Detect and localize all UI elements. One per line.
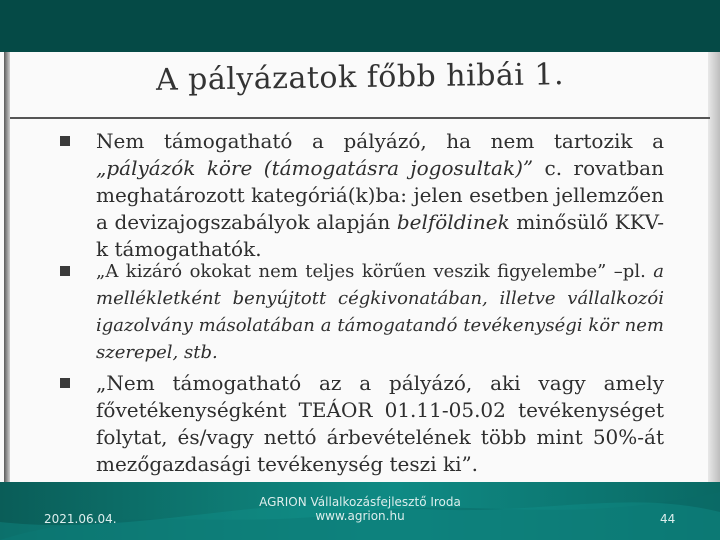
- bullet-text: [96, 128, 664, 263]
- text-run: c. rovatban meghatározott kategóriá(k)ba: jelen esetben jellemzően a devizajogszabályok alapján: [96, 156, 664, 234]
- bullet-text: [96, 258, 664, 366]
- footer-date: 2021.06.04.: [44, 512, 117, 526]
- footer-bar: [0, 482, 720, 540]
- text-run: Nem támogatható a pályázó, ha nem tartozik a: [96, 129, 664, 153]
- italic-run: „pályázók köre (támogatásra jogosultak)”: [96, 156, 534, 180]
- footer-org-name: AGRION Vállalkozásfejlesztő Iroda: [259, 495, 461, 509]
- text-run: minősülő KKV-k támogathatók.: [96, 210, 664, 261]
- text-run: „A kizáró okokat nem teljes körűen veszik figyelembe” –pl.: [96, 261, 654, 282]
- footer-url: www.agrion.hu: [315, 509, 405, 523]
- page-number: 44: [660, 512, 676, 526]
- bullet-item: [60, 258, 664, 366]
- italic-run: a mellékletként benyújtott cégkivonatában, illetve vállalkozói igazolvány másolatában a támogatandó tevékenységi kör nem szerepel, stb.: [96, 261, 664, 363]
- italic-run: belföldinek: [396, 210, 510, 234]
- footer-org: [210, 495, 510, 523]
- text-run: „Nem támogatható az a pályázó, aki vagy amely fővetékenységként TEÁOR 01.11-05.02 tevékenységet folytat, és/vagy nettó árbevételének több mint 50%-át mezőgazdasági tevékenység teszi ki”.: [96, 371, 664, 476]
- bullet-square-icon: [60, 266, 70, 276]
- bullet-square-icon: [60, 136, 70, 146]
- bullet-item: [60, 370, 664, 478]
- bullet-square-icon: [60, 378, 70, 388]
- title-divider: [10, 117, 710, 119]
- header-bar: [0, 0, 720, 52]
- slide-title: A pályázatok főbb hibái 1.: [155, 57, 565, 98]
- bullet-item: [60, 128, 664, 263]
- bullet-text: [96, 370, 664, 478]
